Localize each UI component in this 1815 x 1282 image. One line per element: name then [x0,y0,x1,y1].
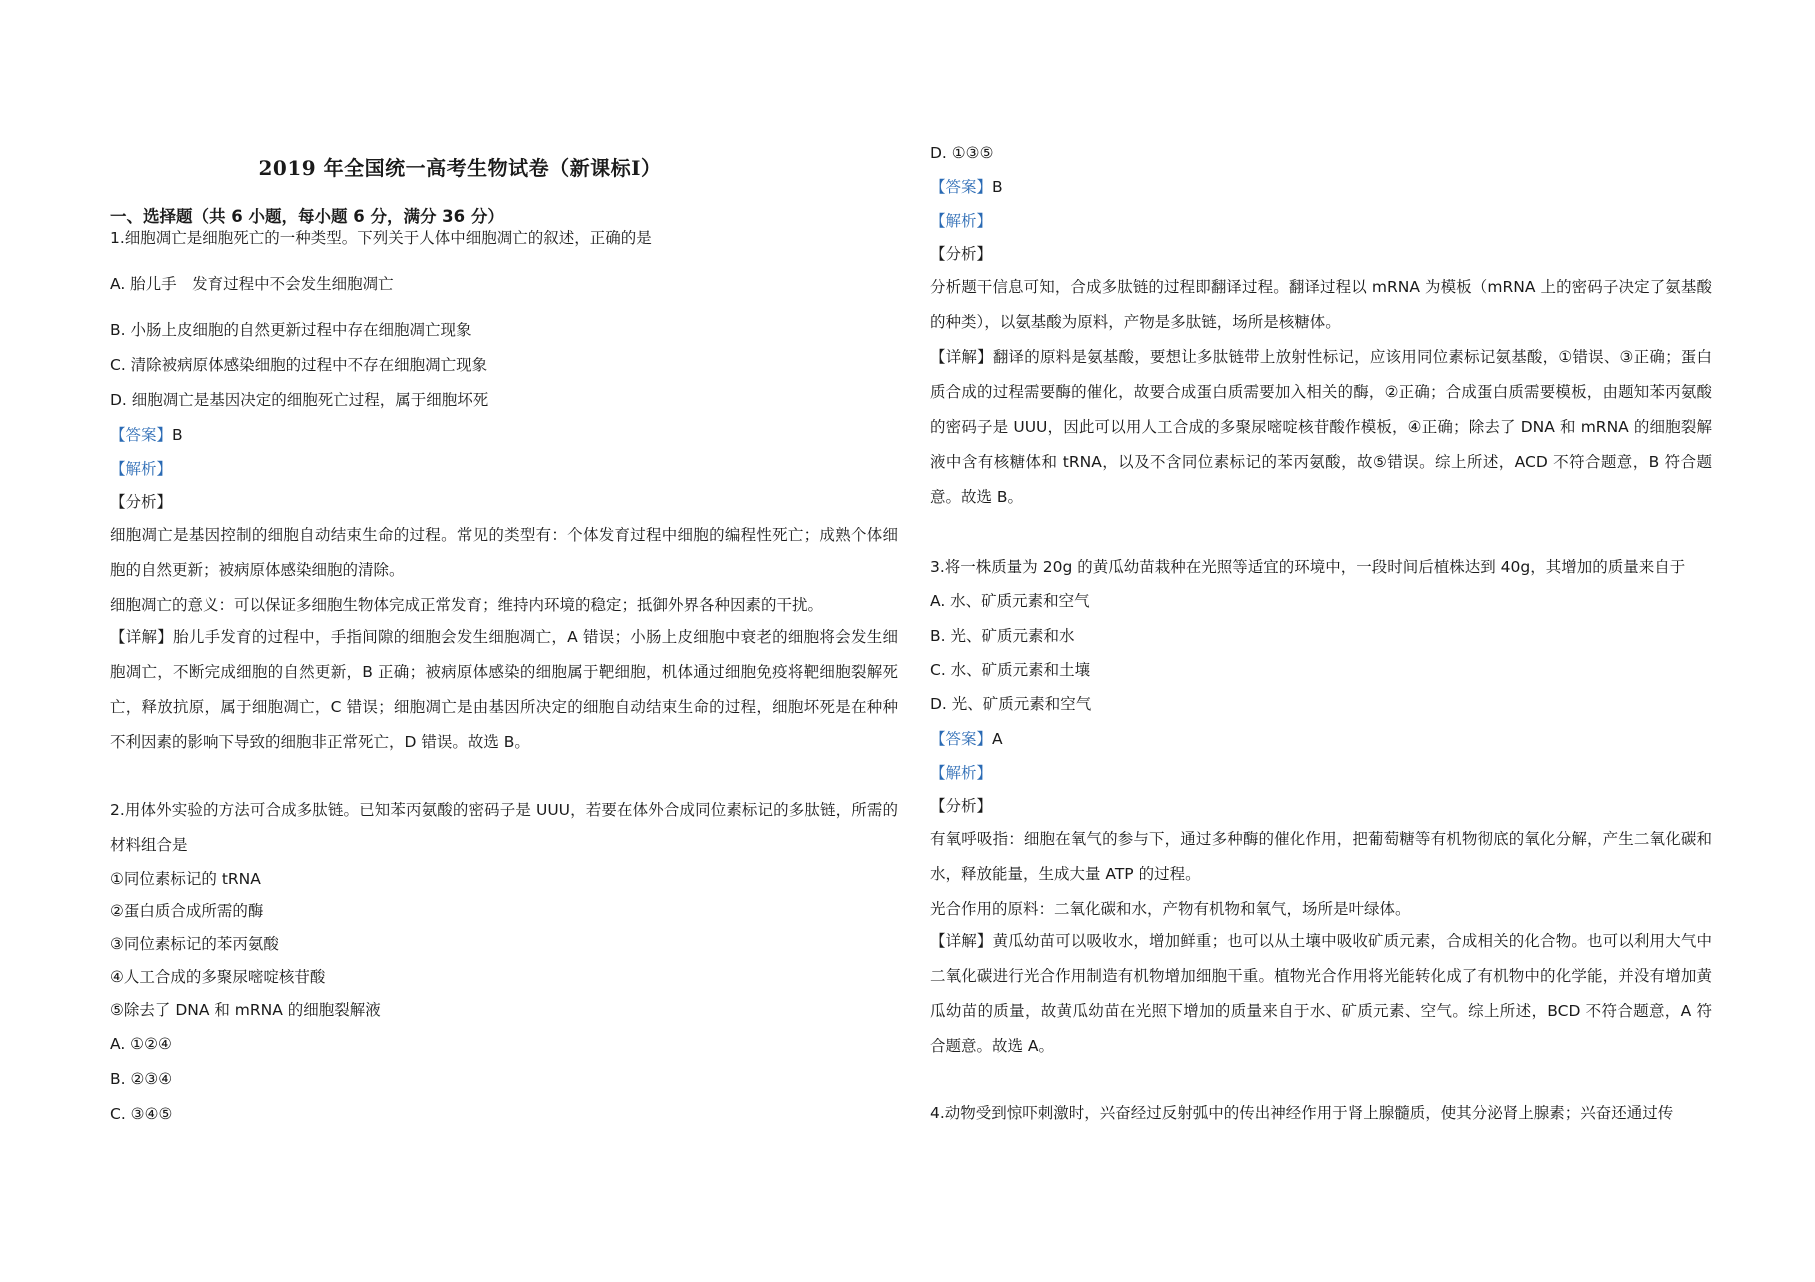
q1-meaning-text: 细胞凋亡的意义：可以保证多细胞生物体完成正常发育；维持内环境的稳定；抵御外界各种因素的干扰。 [110,596,824,614]
q2-item-4: ④人工合成的多聚尿嘧啶核苷酸 [110,968,326,986]
q3-option-d: D. 光、矿质元素和空气 [930,695,1092,713]
q3-fenxi-tag: 【分析】 [930,797,993,815]
answer-value: A [992,730,1003,748]
paper-title: 2019 年全国统一高考生物试卷（新课标I） [258,156,662,180]
q3-option-b: B. 光、矿质元素和水 [930,627,1075,645]
q3-option-c: C. 水、矿质元素和土壤 [930,661,1091,679]
detail-text: 黄瓜幼苗可以吸收水，增加鲜重；也可以从土壤中吸收矿质元素，合成相关的化合物。也可以利用大气中二氧化碳进行光合作用制造有机物增加细胞干重。植物光合作用将光能转化成了有机物中的化学能，并没有增加黄瓜幼苗的质量，故黄瓜幼苗在光照下增加的质量来自于水、矿质元素、空气。综上所述，BCD 不符合题意，A 符合题意。故选 A。 [930,932,1712,1055]
detail-tag: 【详解】 [930,348,993,366]
q2-option-a: A. ①②④ [110,1035,172,1053]
q3-detail [930,924,1712,1064]
q2-item-2: ②蛋白质合成所需的酶 [110,902,264,920]
detail-tag: 【详解】 [110,628,174,646]
answer-tag: 【答案】 [930,730,993,748]
q2-item-5: ⑤除去了 DNA 和 mRNA 的细胞裂解液 [110,1001,381,1019]
answer-tag: 【答案】 [110,426,173,444]
q1-option-d: D. 细胞凋亡是基因决定的细胞死亡过程，属于细胞坏死 [110,391,489,409]
q2-fenxi-tag: 【分析】 [930,245,993,263]
q2-item-1: ①同位素标记的 tRNA [110,870,261,888]
q2-option-b: B. ②③④ [110,1070,173,1088]
answer-value: B [992,178,1003,196]
q3-answer [930,728,1003,750]
q2-option-c: C. ③④⑤ [110,1105,173,1123]
q3-option-a: A. 水、矿质元素和空气 [930,592,1090,610]
q2-fenxi-text: 分析题干信息可知，合成多肽链的过程即翻译过程。翻译过程以 mRNA 为模板（mRNA 上的密码子决定了氨基酸的种类），以氨基酸为原料，产物是多肽链，场所是核糖体。 [930,278,1712,331]
q1-answer [110,424,183,446]
q3-fenxi-text: 有氧呼吸指：细胞在氧气的参与下，通过多种酶的催化作用，把葡萄糖等有机物彻底的氧化分解，产生二氧化碳和水，释放能量，生成大量 ATP 的过程。 [930,830,1712,883]
q1-option-a: A. 胎儿手 发育过程中不会发生细胞凋亡 [110,275,394,293]
q1-fenxi-text: 细胞凋亡是基因控制的细胞自动结束生命的过程。常见的类型有：个体发育过程中细胞的编程性死亡；成熟个体细胞的自然更新；被病原体感染细胞的清除。 [110,526,898,579]
q2-answer [930,176,1003,198]
q1-stem: 1.细胞凋亡是细胞死亡的一种类型。下列关于人体中细胞凋亡的叙述，正确的是 [110,229,652,247]
q1-analysis-tag: 【解析】 [110,460,173,478]
q2-stem: 2.用体外实验的方法可合成多肽链。已知苯丙氨酸的密码子是 UUU，若要在体外合成同位素标记的多肽链，所需的材料组合是 [110,801,898,854]
q2-detail [930,340,1712,515]
section-heading: 一、选择题（共 6 小题，每小题 6 分，满分 36 分） [110,207,504,226]
q2-item-3: ③同位素标记的苯丙氨酸 [110,935,279,953]
detail-text: 翻译的原料是氨基酸，要想让多肽链带上放射性标记，应该用同位素标记氨基酸，①错误、③正确；蛋白质合成的过程需要酶的催化，故要合成蛋白质需要加入相关的酶，②正确；合成蛋白质需要模板，由题知苯丙氨酸的密码子是 UUU，因此可以用人工合成的多聚尿嘧啶核苷酸作模板，④正确；除去了 DNA 和 mRNA 的细胞裂解液中含有核糖体和 tRNA，以及不含同位素标记的苯丙氨酸，故⑤错误。综上所述，ACD 不符合题意，B 符合题意。故选 B。 [930,348,1712,506]
detail-tag: 【详解】 [930,932,993,950]
answer-value: B [172,426,183,444]
q2-analysis-tag: 【解析】 [930,212,993,230]
q4-stem: 4.动物受到惊吓刺激时，兴奋经过反射弧中的传出神经作用于肾上腺髓质，使其分泌肾上腺素；兴奋还通过传 [930,1104,1674,1122]
q1-option-b: B. 小肠上皮细胞的自然更新过程中存在细胞凋亡现象 [110,321,472,339]
q3-photo-text: 光合作用的原料：二氧化碳和水，产物有机物和氧气，场所是叶绿体。 [930,900,1411,918]
q3-stem: 3.将一株质量为 20g 的黄瓜幼苗栽种在光照等适宜的环境中，一段时间后植株达到 40g，其增加的质量来自于 [930,558,1686,576]
detail-text: 胎儿手发育的过程中，手指间隙的细胞会发生细胞凋亡，A 错误；小肠上皮细胞中衰老的细胞将会发生细胞凋亡，不断完成细胞的自然更新，B 正确；被病原体感染的细胞属于靶细胞，机体通过细胞免疫将靶细胞裂解死亡，释放抗原，属于细胞凋亡，C 错误；细胞凋亡是由基因所决定的细胞自动结束生命的过程，细胞坏死是在种种不利因素的影响下导致的细胞非正常死亡，D 错误。故选 B。 [110,628,898,751]
q1-detail [110,620,898,760]
q1-option-c: C. 清除被病原体感染细胞的过程中不存在细胞凋亡现象 [110,356,488,374]
answer-tag: 【答案】 [930,178,993,196]
q2-option-d: D. ①③⑤ [930,144,994,162]
q3-analysis-tag: 【解析】 [930,764,993,782]
q1-fenxi-tag: 【分析】 [110,493,173,511]
